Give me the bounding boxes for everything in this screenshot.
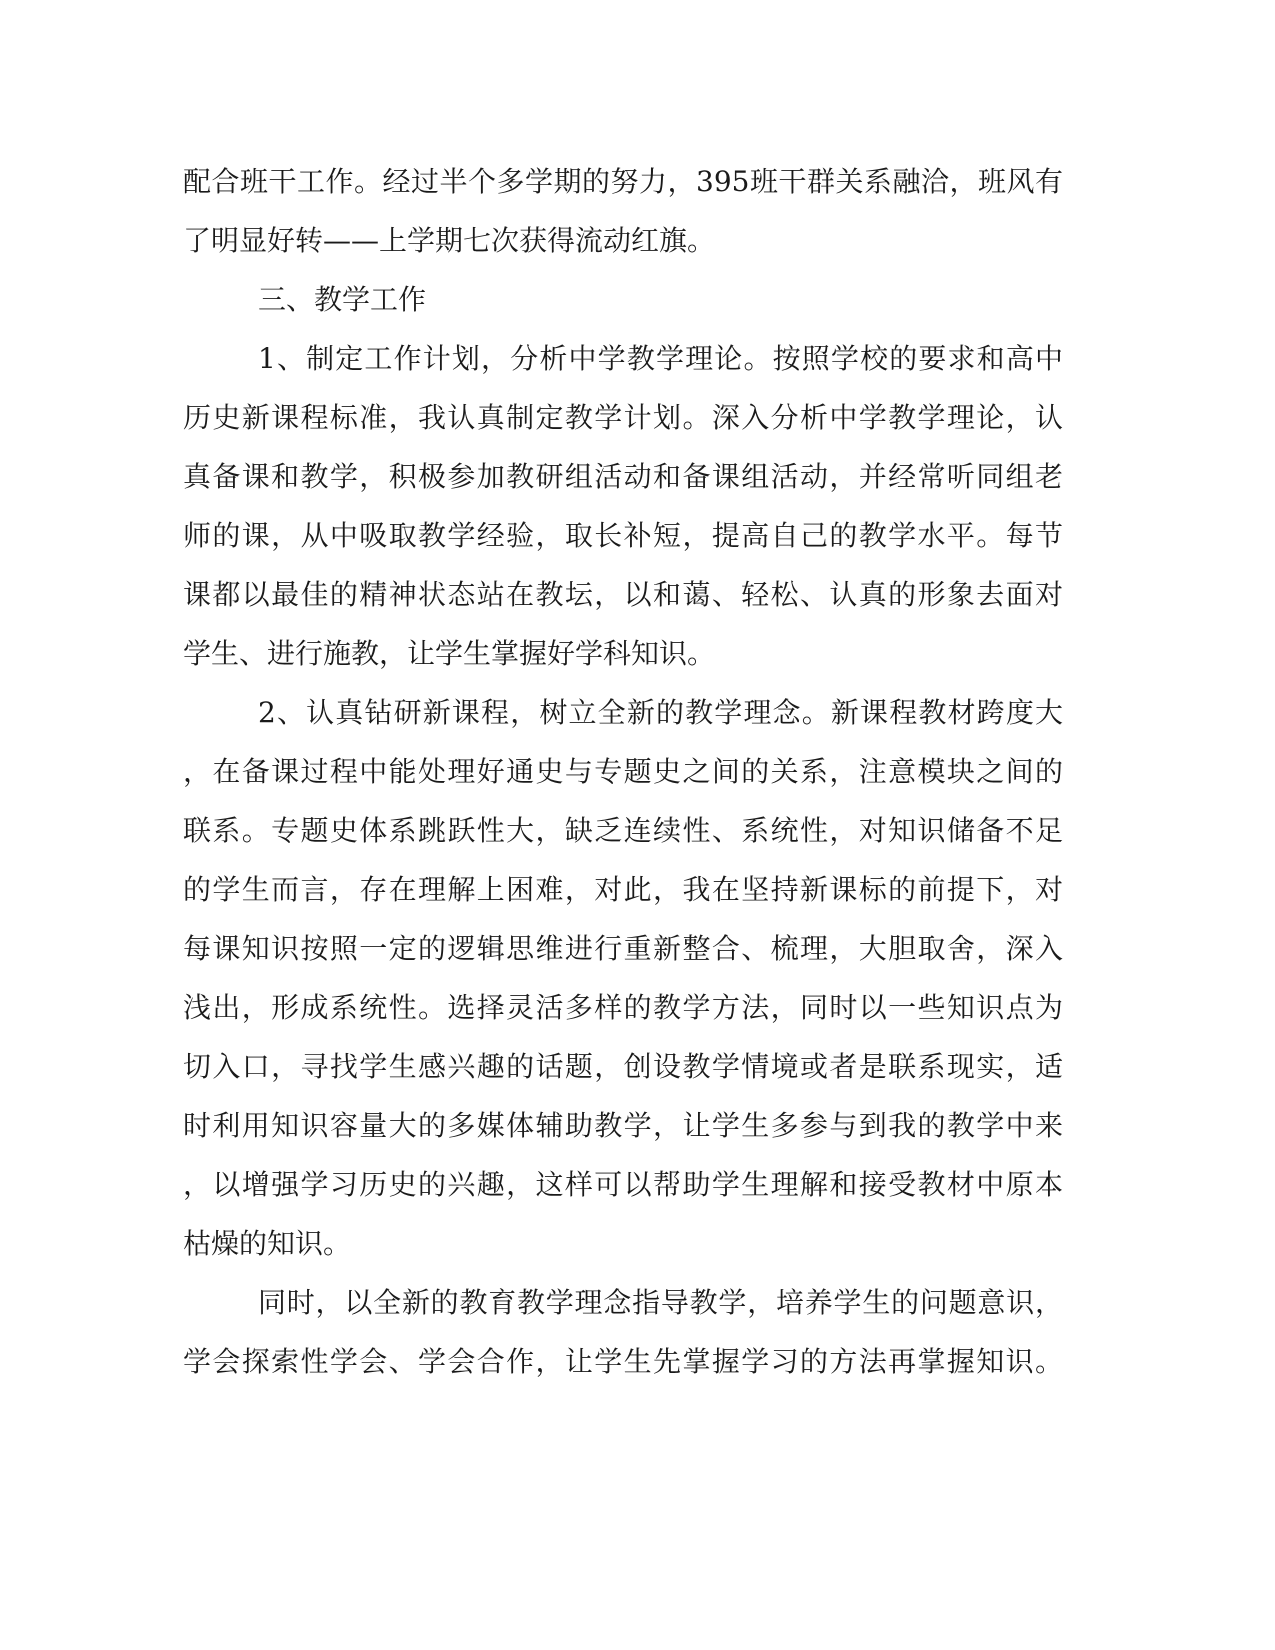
text-line: 枯燥的知识。 [183,1227,352,1260]
text-line: 师的课，从中吸取教学经验，取长补短，提高自己的教学水平。每节 [183,519,1063,552]
text-line: 的学生而言，存在理解上困难，对此，我在坚持新课标的前提下，对 [183,873,1063,906]
text-line: 每课知识按照一定的逻辑思维进行重新整合、梳理，大胆取舍，深入 [183,932,1063,965]
text-line: 真备课和教学，积极参加教研组活动和备课组活动，并经常听同组老 [183,460,1063,493]
text-line: 同时，以全新的教育教学理念指导教学，培养学生的问题意识， [258,1286,1063,1319]
text-line: 时利用知识容量大的多媒体辅助教学，让学生多参与到我的教学中来 [183,1109,1063,1142]
text-line: 配合班干工作。经过半个多学期的努力，395班干群关系融洽，班风有 [183,165,1063,198]
text-line: 学会探索性学会、学会合作，让学生先掌握学习的方法再掌握知识。 [183,1345,1063,1378]
text-line: 联系。专题史体系跳跃性大，缺乏连续性、系统性，对知识储备不足 [183,814,1063,847]
text-line: ，以增强学习历史的兴趣，这样可以帮助学生理解和接受教材中原本 [183,1168,1063,1201]
section-heading: 三、教学工作 [258,283,427,316]
text-line: 2、认真钻研新课程，树立全新的教学理念。新课程教材跨度大 [258,696,1063,729]
text-line: 学生、进行施教，让学生掌握好学科知识。 [183,637,716,670]
text-line: 历史新课程标准，我认真制定教学计划。深入分析中学教学理论，认 [183,401,1063,434]
text-line: 切入口，寻找学生感兴趣的话题，创设教学情境或者是联系现实，适 [183,1050,1063,1083]
text-line: 1、制定工作计划，分析中学教学理论。按照学校的要求和高中 [258,342,1063,375]
text-line: 了明显好转——上学期七次获得流动红旗。 [183,224,716,257]
text-line: 浅出，形成系统性。选择灵活多样的教学方法，同时以一些知识点为 [183,991,1063,1024]
text-line: 课都以最佳的精神状态站在教坛，以和蔼、轻松、认真的形象去面对 [183,578,1063,611]
text-line: ，在备课过程中能处理好通史与专题史之间的关系，注意模块之间的 [183,755,1063,788]
